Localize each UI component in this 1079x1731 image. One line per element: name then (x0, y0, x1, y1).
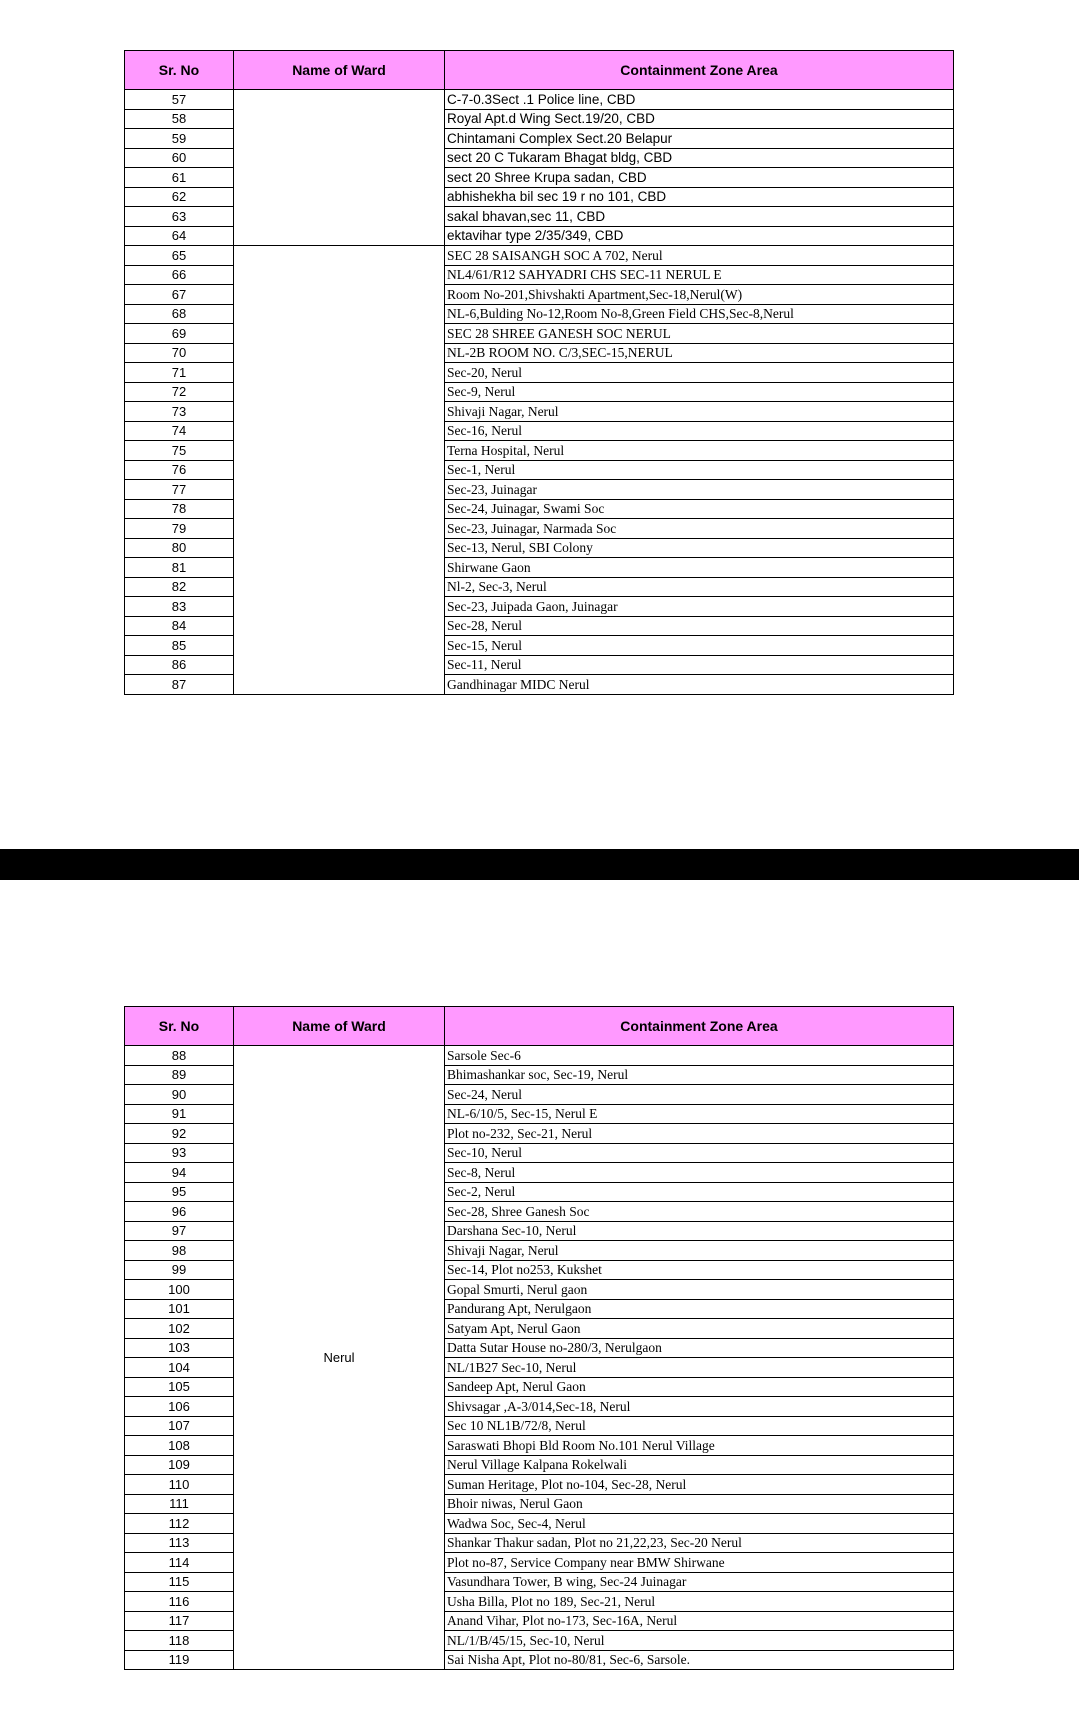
containment-zone-area-cell: SEC 28 SAISANGH SOC A 702, Nerul (445, 246, 954, 266)
sr-no-cell: 80 (125, 538, 234, 558)
containment-zone-area-cell: Sec-23, Juinagar, Narmada Soc (445, 519, 954, 539)
sr-no-cell: 69 (125, 324, 234, 344)
sr-no-cell: 95 (125, 1182, 234, 1202)
sr-no-cell: 57 (125, 90, 234, 110)
containment-zone-area-cell: Sec-10, Nerul (445, 1143, 954, 1163)
containment-zone-area-cell: Sec-8, Nerul (445, 1163, 954, 1183)
ward-name-header: Name of Ward (234, 1007, 445, 1046)
containment-zone-area-cell: Sec-28, Nerul (445, 616, 954, 636)
sr-no-cell: 103 (125, 1338, 234, 1358)
containment-zone-area-cell: Darshana Sec-10, Nerul (445, 1221, 954, 1241)
containment-zone-area-cell: NL4/61/R12 SAHYADRI CHS SEC-11 NERUL E (445, 265, 954, 285)
sr-no-cell: 102 (125, 1319, 234, 1339)
sr-no-cell: 70 (125, 343, 234, 363)
sr-no-cell: 117 (125, 1611, 234, 1631)
containment-zone-area-cell: Satyam Apt, Nerul Gaon (445, 1319, 954, 1339)
containment-zone-area-cell: Sec-20, Nerul (445, 363, 954, 383)
containment-zone-area-cell: Sec-9, Nerul (445, 382, 954, 402)
containment-zone-area-cell: Terna Hospital, Nerul (445, 441, 954, 461)
sr-no-cell: 63 (125, 207, 234, 227)
page-divider-bar (0, 849, 1079, 880)
containment-zone-area-cell: NL-2B ROOM NO. C/3,SEC-15,NERUL (445, 343, 954, 363)
containment-zone-area-cell: Sec-1, Nerul (445, 460, 954, 480)
table-row (125, 1046, 954, 1066)
sr-no-cell: 97 (125, 1221, 234, 1241)
containment-zone-area-cell: Shankar Thakur sadan, Plot no 21,22,23, Sec-20 Nerul (445, 1533, 954, 1553)
sr-no-cell: 59 (125, 129, 234, 149)
sr-no-cell: 112 (125, 1514, 234, 1534)
containment-zone-area-cell: abhishekha bil sec 19 r no 101, CBD (445, 187, 954, 207)
sr-no-cell: 98 (125, 1241, 234, 1261)
sr-no-cell: 101 (125, 1299, 234, 1319)
containment-zone-area-cell: Vasundhara Tower, B wing, Sec-24 Juinagar (445, 1572, 954, 1592)
ward-name-cell: Nerul (234, 1046, 445, 1670)
table-header-row (125, 51, 954, 90)
sr-no-cell: 109 (125, 1455, 234, 1475)
containment-zone-area-cell: Plot no-232, Sec-21, Nerul (445, 1124, 954, 1144)
sr-no-cell: 60 (125, 148, 234, 168)
containment-zone-area-cell: Room No-201,Shivshakti Apartment,Sec-18,Nerul(W) (445, 285, 954, 305)
containment-zone-table-bottom (124, 1006, 954, 1670)
table-body (125, 90, 954, 695)
containment-zone-area-cell: Gandhinagar MIDC Nerul (445, 675, 954, 695)
sr-no-cell: 77 (125, 480, 234, 500)
sr-no-cell: 107 (125, 1416, 234, 1436)
containment-zone-area-cell: Bhoir niwas, Nerul Gaon (445, 1494, 954, 1514)
containment-zone-area-cell: Plot no-87, Service Company near BMW Shirwane (445, 1553, 954, 1573)
sr-no-cell: 108 (125, 1436, 234, 1456)
containment-zone-area-cell: Saraswati Bhopi Bld Room No.101 Nerul Village (445, 1436, 954, 1456)
sr-no-cell: 114 (125, 1553, 234, 1573)
containment-zone-area-cell: sect 20 Shree Krupa sadan, CBD (445, 168, 954, 188)
sr-no-cell: 100 (125, 1280, 234, 1300)
sr-no-cell: 91 (125, 1104, 234, 1124)
containment-zone-area-cell: Shivaji Nagar, Nerul (445, 1241, 954, 1261)
containment-zone-area-cell: Anand Vihar, Plot no-173, Sec-16A, Nerul (445, 1611, 954, 1631)
sr-no-cell: 67 (125, 285, 234, 305)
sr-no-cell: 81 (125, 558, 234, 578)
containment-zone-area-header: Containment Zone Area (445, 1007, 954, 1046)
containment-zone-area-cell: Sec-24, Juinagar, Swami Soc (445, 499, 954, 519)
table-row (125, 246, 954, 266)
containment-zone-area-cell: NL-6/10/5, Sec-15, Nerul E (445, 1104, 954, 1124)
containment-zone-area-cell: Shirwane Gaon (445, 558, 954, 578)
sr-no-cell: 88 (125, 1046, 234, 1066)
sr-no-header: Sr. No (125, 1007, 234, 1046)
sr-no-cell: 71 (125, 363, 234, 383)
table-header-row (125, 1007, 954, 1046)
sr-no-cell: 78 (125, 499, 234, 519)
sr-no-cell: 62 (125, 187, 234, 207)
sr-no-cell: 83 (125, 597, 234, 617)
sr-no-cell: 92 (125, 1124, 234, 1144)
table-body (125, 1046, 954, 1670)
containment-zone-area-cell: Sec-23, Juipada Gaon, Juinagar (445, 597, 954, 617)
containment-zone-area-cell: Suman Heritage, Plot no-104, Sec-28, Nerul (445, 1475, 954, 1495)
sr-no-cell: 65 (125, 246, 234, 266)
containment-zone-area-cell: Sarsole Sec-6 (445, 1046, 954, 1066)
sr-no-cell: 94 (125, 1163, 234, 1183)
sr-no-cell: 105 (125, 1377, 234, 1397)
sr-no-cell: 90 (125, 1085, 234, 1105)
containment-zone-area-cell: Pandurang Apt, Nerulgaon (445, 1299, 954, 1319)
containment-zone-area-cell: Sec-13, Nerul, SBI Colony (445, 538, 954, 558)
sr-no-cell: 73 (125, 402, 234, 422)
sr-no-cell: 93 (125, 1143, 234, 1163)
sr-no-cell: 111 (125, 1494, 234, 1514)
sr-no-cell: 119 (125, 1650, 234, 1670)
sr-no-cell: 118 (125, 1631, 234, 1651)
ward-name-cell (234, 246, 445, 695)
containment-zone-area-cell: Sec-11, Nerul (445, 655, 954, 675)
containment-zone-area-cell: NL/1/B/45/15, Sec-10, Nerul (445, 1631, 954, 1651)
containment-zone-area-cell: Shivsagar ,A-3/014,Sec-18, Nerul (445, 1397, 954, 1417)
ward-name-header: Name of Ward (234, 51, 445, 90)
sr-no-cell: 99 (125, 1260, 234, 1280)
containment-zone-area-cell: Shivaji Nagar, Nerul (445, 402, 954, 422)
sr-no-cell: 74 (125, 421, 234, 441)
containment-zone-area-cell: Nl-2, Sec-3, Nerul (445, 577, 954, 597)
sr-no-cell: 110 (125, 1475, 234, 1495)
sr-no-cell: 76 (125, 460, 234, 480)
containment-zone-area-cell: sect 20 C Tukaram Bhagat bldg, CBD (445, 148, 954, 168)
sr-no-header: Sr. No (125, 51, 234, 90)
containment-zone-area-cell: Wadwa Soc, Sec-4, Nerul (445, 1514, 954, 1534)
sr-no-cell: 72 (125, 382, 234, 402)
sr-no-cell: 68 (125, 304, 234, 324)
containment-zone-area-cell: NL/1B27 Sec-10, Nerul (445, 1358, 954, 1378)
sr-no-cell: 61 (125, 168, 234, 188)
sr-no-cell: 106 (125, 1397, 234, 1417)
containment-zone-area-cell: Sec-24, Nerul (445, 1085, 954, 1105)
sr-no-cell: 96 (125, 1202, 234, 1222)
containment-zone-area-header: Containment Zone Area (445, 51, 954, 90)
containment-zone-area-cell: ektavihar type 2/35/349, CBD (445, 226, 954, 246)
containment-zone-area-cell: SEC 28 SHREE GANESH SOC NERUL (445, 324, 954, 344)
containment-zone-area-cell: sakal bhavan,sec 11, CBD (445, 207, 954, 227)
sr-no-cell: 84 (125, 616, 234, 636)
sr-no-cell: 75 (125, 441, 234, 461)
sr-no-cell: 66 (125, 265, 234, 285)
containment-zone-area-cell: Nerul Village Kalpana Rokelwali (445, 1455, 954, 1475)
containment-zone-area-cell: Chintamani Complex Sect.20 Belapur (445, 129, 954, 149)
sr-no-cell: 86 (125, 655, 234, 675)
containment-zone-area-cell: Sec-23, Juinagar (445, 480, 954, 500)
sr-no-cell: 79 (125, 519, 234, 539)
containment-zone-area-cell: Sec-14, Plot no253, Kukshet (445, 1260, 954, 1280)
containment-zone-area-cell: C-7-0.3Sect .1 Police line, CBD (445, 90, 954, 110)
sr-no-cell: 113 (125, 1533, 234, 1553)
containment-zone-area-cell: Royal Apt.d Wing Sect.19/20, CBD (445, 109, 954, 129)
containment-zone-area-cell: Gopal Smurti, Nerul gaon (445, 1280, 954, 1300)
sr-no-cell: 104 (125, 1358, 234, 1378)
sr-no-cell: 85 (125, 636, 234, 656)
sr-no-cell: 58 (125, 109, 234, 129)
sr-no-cell: 87 (125, 675, 234, 695)
containment-zone-area-cell: Bhimashankar soc, Sec-19, Nerul (445, 1065, 954, 1085)
sr-no-cell: 116 (125, 1592, 234, 1612)
containment-zone-table-top (124, 50, 954, 695)
containment-zone-area-cell: Sec-2, Nerul (445, 1182, 954, 1202)
containment-zone-area-cell: Sec-16, Nerul (445, 421, 954, 441)
containment-zone-area-cell: Sec 10 NL1B/72/8, Nerul (445, 1416, 954, 1436)
containment-zone-area-cell: Datta Sutar House no-280/3, Nerulgaon (445, 1338, 954, 1358)
containment-zone-area-cell: Usha Billa, Plot no 189, Sec-21, Nerul (445, 1592, 954, 1612)
containment-zone-area-cell: Sec-15, Nerul (445, 636, 954, 656)
containment-zone-area-cell: Sandeep Apt, Nerul Gaon (445, 1377, 954, 1397)
containment-zone-area-cell: NL-6,Bulding No-12,Room No-8,Green Field CHS,Sec-8,Nerul (445, 304, 954, 324)
sr-no-cell: 115 (125, 1572, 234, 1592)
sr-no-cell: 82 (125, 577, 234, 597)
sr-no-cell: 64 (125, 226, 234, 246)
containment-zone-area-cell: Sai Nisha Apt, Plot no-80/81, Sec-6, Sarsole. (445, 1650, 954, 1670)
containment-zone-area-cell: Sec-28, Shree Ganesh Soc (445, 1202, 954, 1222)
ward-name-cell (234, 90, 445, 246)
table-row (125, 90, 954, 110)
sr-no-cell: 89 (125, 1065, 234, 1085)
